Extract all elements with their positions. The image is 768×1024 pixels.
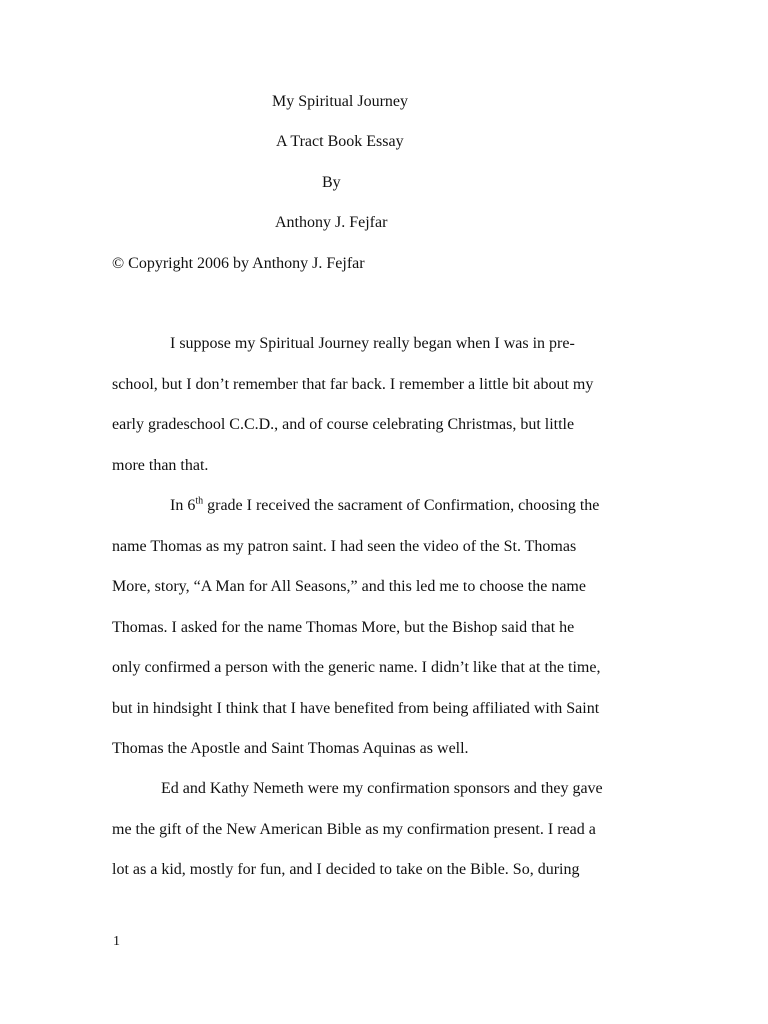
body-line: me the gift of the New American Bible as my confirmation present. I read a [112, 821, 596, 838]
body-line: early gradeschool C.C.D., and of course celebrating Christmas, but little [112, 416, 575, 433]
body-line: I suppose my Spiritual Journey really began when I was in pre- [170, 335, 575, 352]
body-line: more than that. [112, 457, 209, 474]
body-line: name Thomas as my patron saint. I had seen the video of the St. Thomas [112, 538, 577, 555]
body-line: only confirmed a person with the generic name. I didn’t like that at the time, [112, 659, 601, 676]
body-line: but in hindsight I think that I have benefited from being affiliated with Saint [112, 700, 600, 717]
body-line-grade [170, 496, 599, 516]
document-subtitle: A Tract Book Essay [276, 133, 404, 150]
author-name: Anthony J. Fejfar [275, 214, 388, 231]
page-number: 1 [113, 934, 120, 949]
byline-label: By [322, 174, 341, 191]
document-title: My Spiritual Journey [272, 93, 408, 110]
copyright-notice: © Copyright 2006 by Anthony J. Fejfar [112, 255, 365, 272]
body-line: Thomas. I asked for the name Thomas More, but the Bishop said that he [112, 619, 575, 636]
body-line: Ed and Kathy Nemeth were my confirmation sponsors and they gave [161, 780, 603, 797]
body-line: school, but I don’t remember that far back. I remember a little bit about my [112, 376, 594, 393]
body-line: lot as a kid, mostly for fun, and I decided to take on the Bible. So, during [112, 861, 580, 878]
body-line: More, story, “A Man for All Seasons,” and this led me to choose the name [112, 578, 586, 595]
body-line: Thomas the Apostle and Saint Thomas Aquinas as well. [112, 740, 469, 757]
grade-prefix: In 6 [170, 497, 196, 514]
grade-superscript: th [195, 495, 204, 507]
grade-rest: grade I received the sacrament of Confirmation, choosing the [207, 497, 600, 514]
